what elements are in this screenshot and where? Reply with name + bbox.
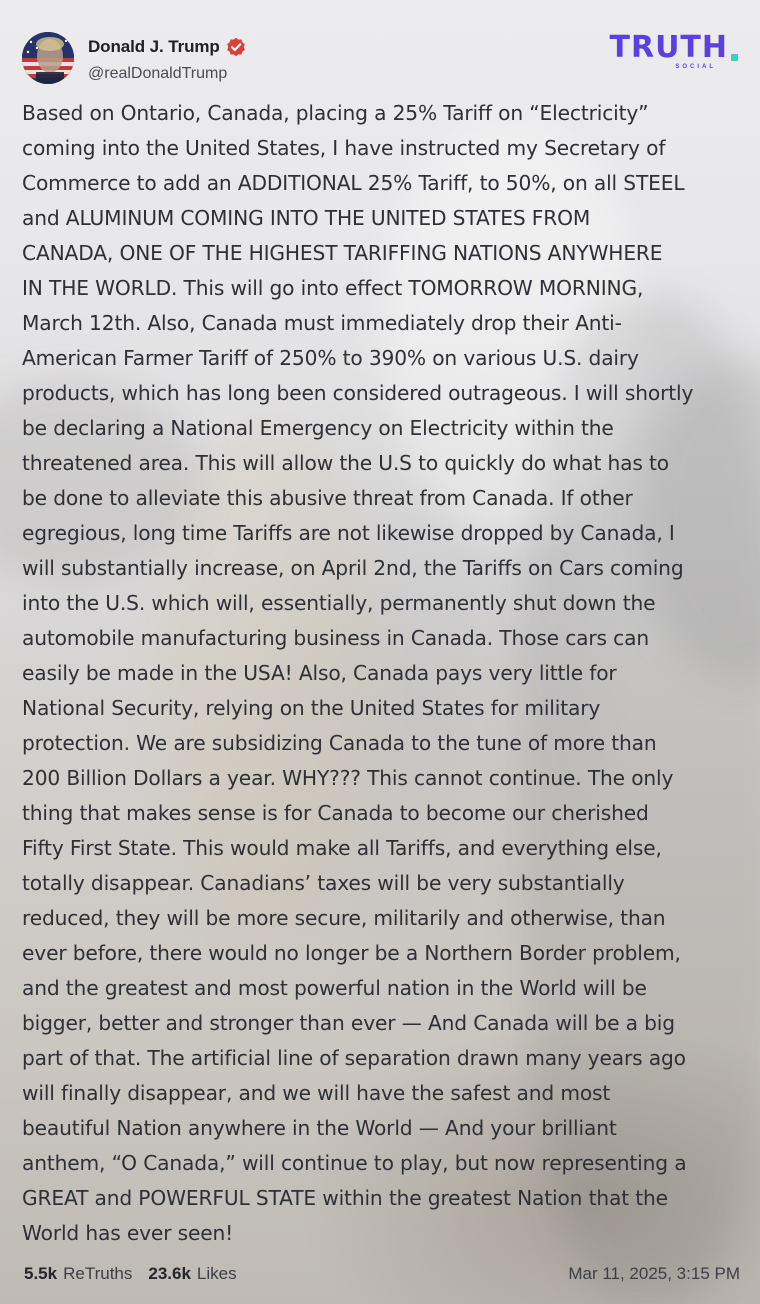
post-header (22, 30, 738, 90)
verified-badge-icon (226, 37, 246, 57)
post-timestamp[interactable]: Mar 11, 2025, 3:15 PM (568, 1264, 740, 1283)
logo-wordmark: TRUTH (609, 30, 728, 65)
logo-dot-icon (731, 54, 738, 61)
avatar[interactable] (22, 32, 74, 84)
truth-social-logo (576, 32, 738, 72)
avatar-flag-portrait-icon (22, 32, 74, 84)
retruths-count: 5.5k (24, 1264, 58, 1283)
author-handle[interactable]: @realDonaldTrump (88, 65, 228, 82)
logo-subtext: SOCIAL (675, 64, 716, 70)
author-display-name[interactable]: Donald J. Trump (88, 37, 220, 56)
retruths-label: ReTruths (63, 1264, 133, 1283)
likes-label: Likes (196, 1264, 237, 1283)
author-name-line (88, 37, 246, 57)
post-body-text: Based on Ontario, Canada, placing a 25% Tariff on “Electricity” coming into the United States, I have instructed my Secretary of Commerce to add an ADDITIONAL 25% Tariff, to 50%, on all STEEL and ALUMINUM COMING INTO THE UNITED STATES FROM CANADA, ONE OF THE HIGHEST TARIFFING NATIONS ANYWHERE IN THE WORLD. This will go into effect TOMORROW MORNING, March 12th. Also, Canada must immediately drop their Anti- American Farmer Tariff of 250% to 390% on various U.S. dairy products, which has long been considered outrageous. I will shortly be declaring a National Emergency on Electricity within the threatened area. This will allow the U.S to quickly do what has to be done to alleviate this abusive threat from Canada. If other egregious, long time Tariffs are not likewise dropped by Canada, I will substantially increase, on April 2nd, the Tariffs on Cars coming into the U.S. which will, essentially, permanently shut down the automobile manufacturing business in Canada. Those cars can easily be made in the USA! Also, Canada pays very little for National Security, relying on the United States for military protection. We are subsidizing Canada to the tune of more than 200 Billion Dollars a year. WHY??? This cannot continue. The only thing that makes sense is for Canada to become our cherished Fifty First State. This would make all Tariffs, and everything else, totally disappear. Canadians’ taxes will be very substantially reduced, they will be more secure, militarily and otherwise, than ever before, there would no longer be a Northern Border problem, and the greatest and most powerful nation in the World will be bigger, better and stronger than ever — And Canada will be a big part of that. The artificial line of separation drawn many years ago will finally disappear, and we will have the safest and most beautiful Nation anywhere in the World — And your brilliant anthem, “O Canada,” will continue to play, but now representing a GREAT and POWERFUL STATE within the greatest Nation that the World has ever seen! (22, 101, 694, 1245)
likes-stat[interactable] (148, 1264, 236, 1284)
post-footer (24, 1262, 740, 1286)
likes-count: 23.6k (148, 1264, 191, 1283)
retruths-stat[interactable] (24, 1264, 132, 1284)
